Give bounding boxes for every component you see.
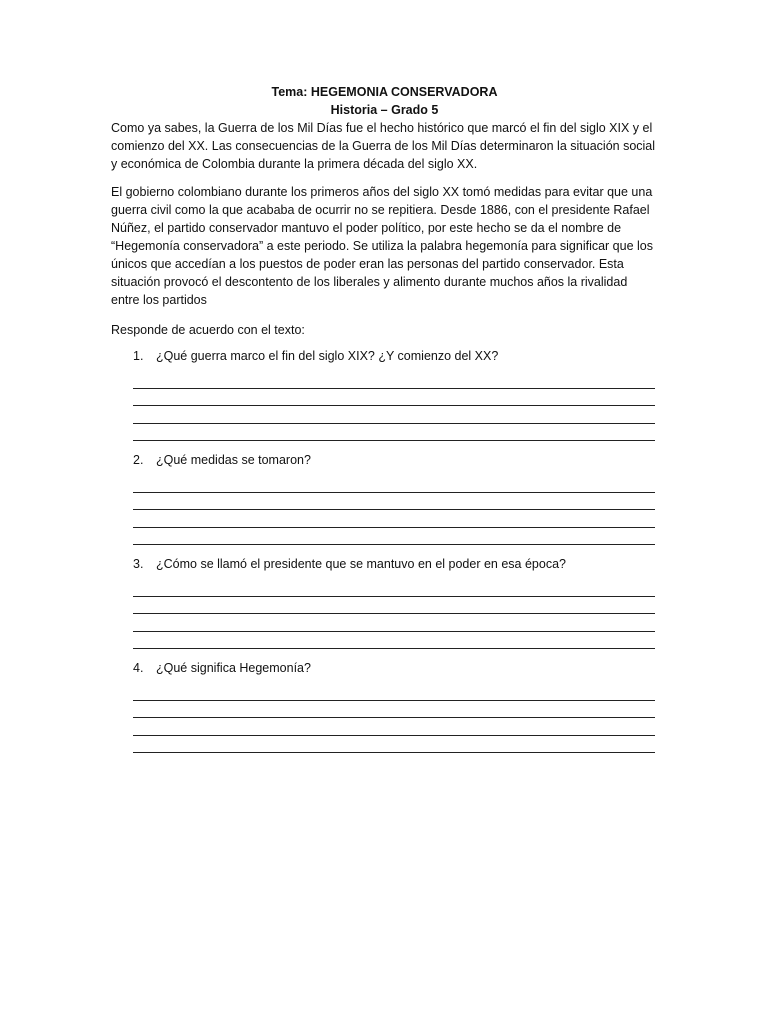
answer-lines-4[interactable] [133, 683, 658, 753]
question-number: 1. [133, 349, 144, 363]
question-text: ¿Qué significa Hegemonía? [156, 661, 311, 675]
instruction-text: Responde de acuerdo con el texto: [111, 323, 305, 337]
question-number: 4. [133, 661, 144, 675]
answer-line[interactable] [133, 718, 655, 736]
answer-line[interactable] [133, 493, 655, 511]
answer-lines-2[interactable] [133, 475, 658, 545]
question-2 [133, 451, 658, 469]
intro-paragraph: Como ya sabes, la Guerra de los Mil Días fue el hecho histórico que marcó el fin del siglo XIX y el comienzo del XX. Las consecuencias de la Guerra de los Mil Días determinaron la situación social y económica de Colombia durante la primera década del siglo XX. [111, 121, 656, 171]
answer-line[interactable] [133, 389, 655, 407]
question-text: ¿Qué medidas se tomaron? [156, 453, 311, 467]
answer-line[interactable] [133, 528, 655, 546]
answer-lines-3[interactable] [133, 579, 658, 649]
answer-line[interactable] [133, 579, 655, 597]
question-block-4 [111, 659, 658, 753]
question-block-3 [111, 555, 658, 649]
body-paragraph: El gobierno colombiano durante los primeros años del siglo XX tomó medidas para evitar que una guerra civil como la que acababa de ocurrir no se repitiera. Desde 1886, con el presidente Rafael Núñez, el partido conservador mantuvo el poder político, por este hecho se da el nombre de “Hegemonía conservadora” a este periodo. Se utiliza la palabra hegemonía para significar que los únicos que accedían a los puestos de poder eran las personas del partido conservador. Esta situación provocó el descontento de los liberales y alimento durante muchos años la rivalidad entre los partidos [111, 185, 653, 307]
answer-line[interactable] [133, 597, 655, 615]
worksheet-title: Tema: HEGEMONIA CONSERVADORA [271, 85, 498, 99]
answer-line[interactable] [133, 614, 655, 632]
answer-lines-1[interactable] [133, 371, 658, 441]
question-1 [133, 347, 658, 365]
answer-line[interactable] [133, 424, 655, 442]
worksheet-subtitle: Historia – Grado 5 [330, 102, 439, 117]
answer-line[interactable] [133, 736, 655, 754]
question-block-2 [111, 451, 658, 545]
answer-line[interactable] [133, 406, 655, 424]
answer-line[interactable] [133, 510, 655, 528]
question-3 [133, 555, 658, 573]
question-number: 3. [133, 557, 144, 571]
answer-line[interactable] [133, 701, 655, 719]
question-number: 2. [133, 453, 144, 467]
question-4 [133, 659, 658, 677]
answer-line[interactable] [133, 683, 655, 701]
question-text: ¿Cómo se llamó el presidente que se mantuvo en el poder en esa época? [156, 557, 566, 571]
answer-line[interactable] [133, 475, 655, 493]
question-text: ¿Qué guerra marco el fin del siglo XIX? ¿Y comienzo del XX? [156, 349, 499, 363]
answer-line[interactable] [133, 371, 655, 389]
answer-line[interactable] [133, 632, 655, 650]
question-block-1 [111, 347, 658, 441]
